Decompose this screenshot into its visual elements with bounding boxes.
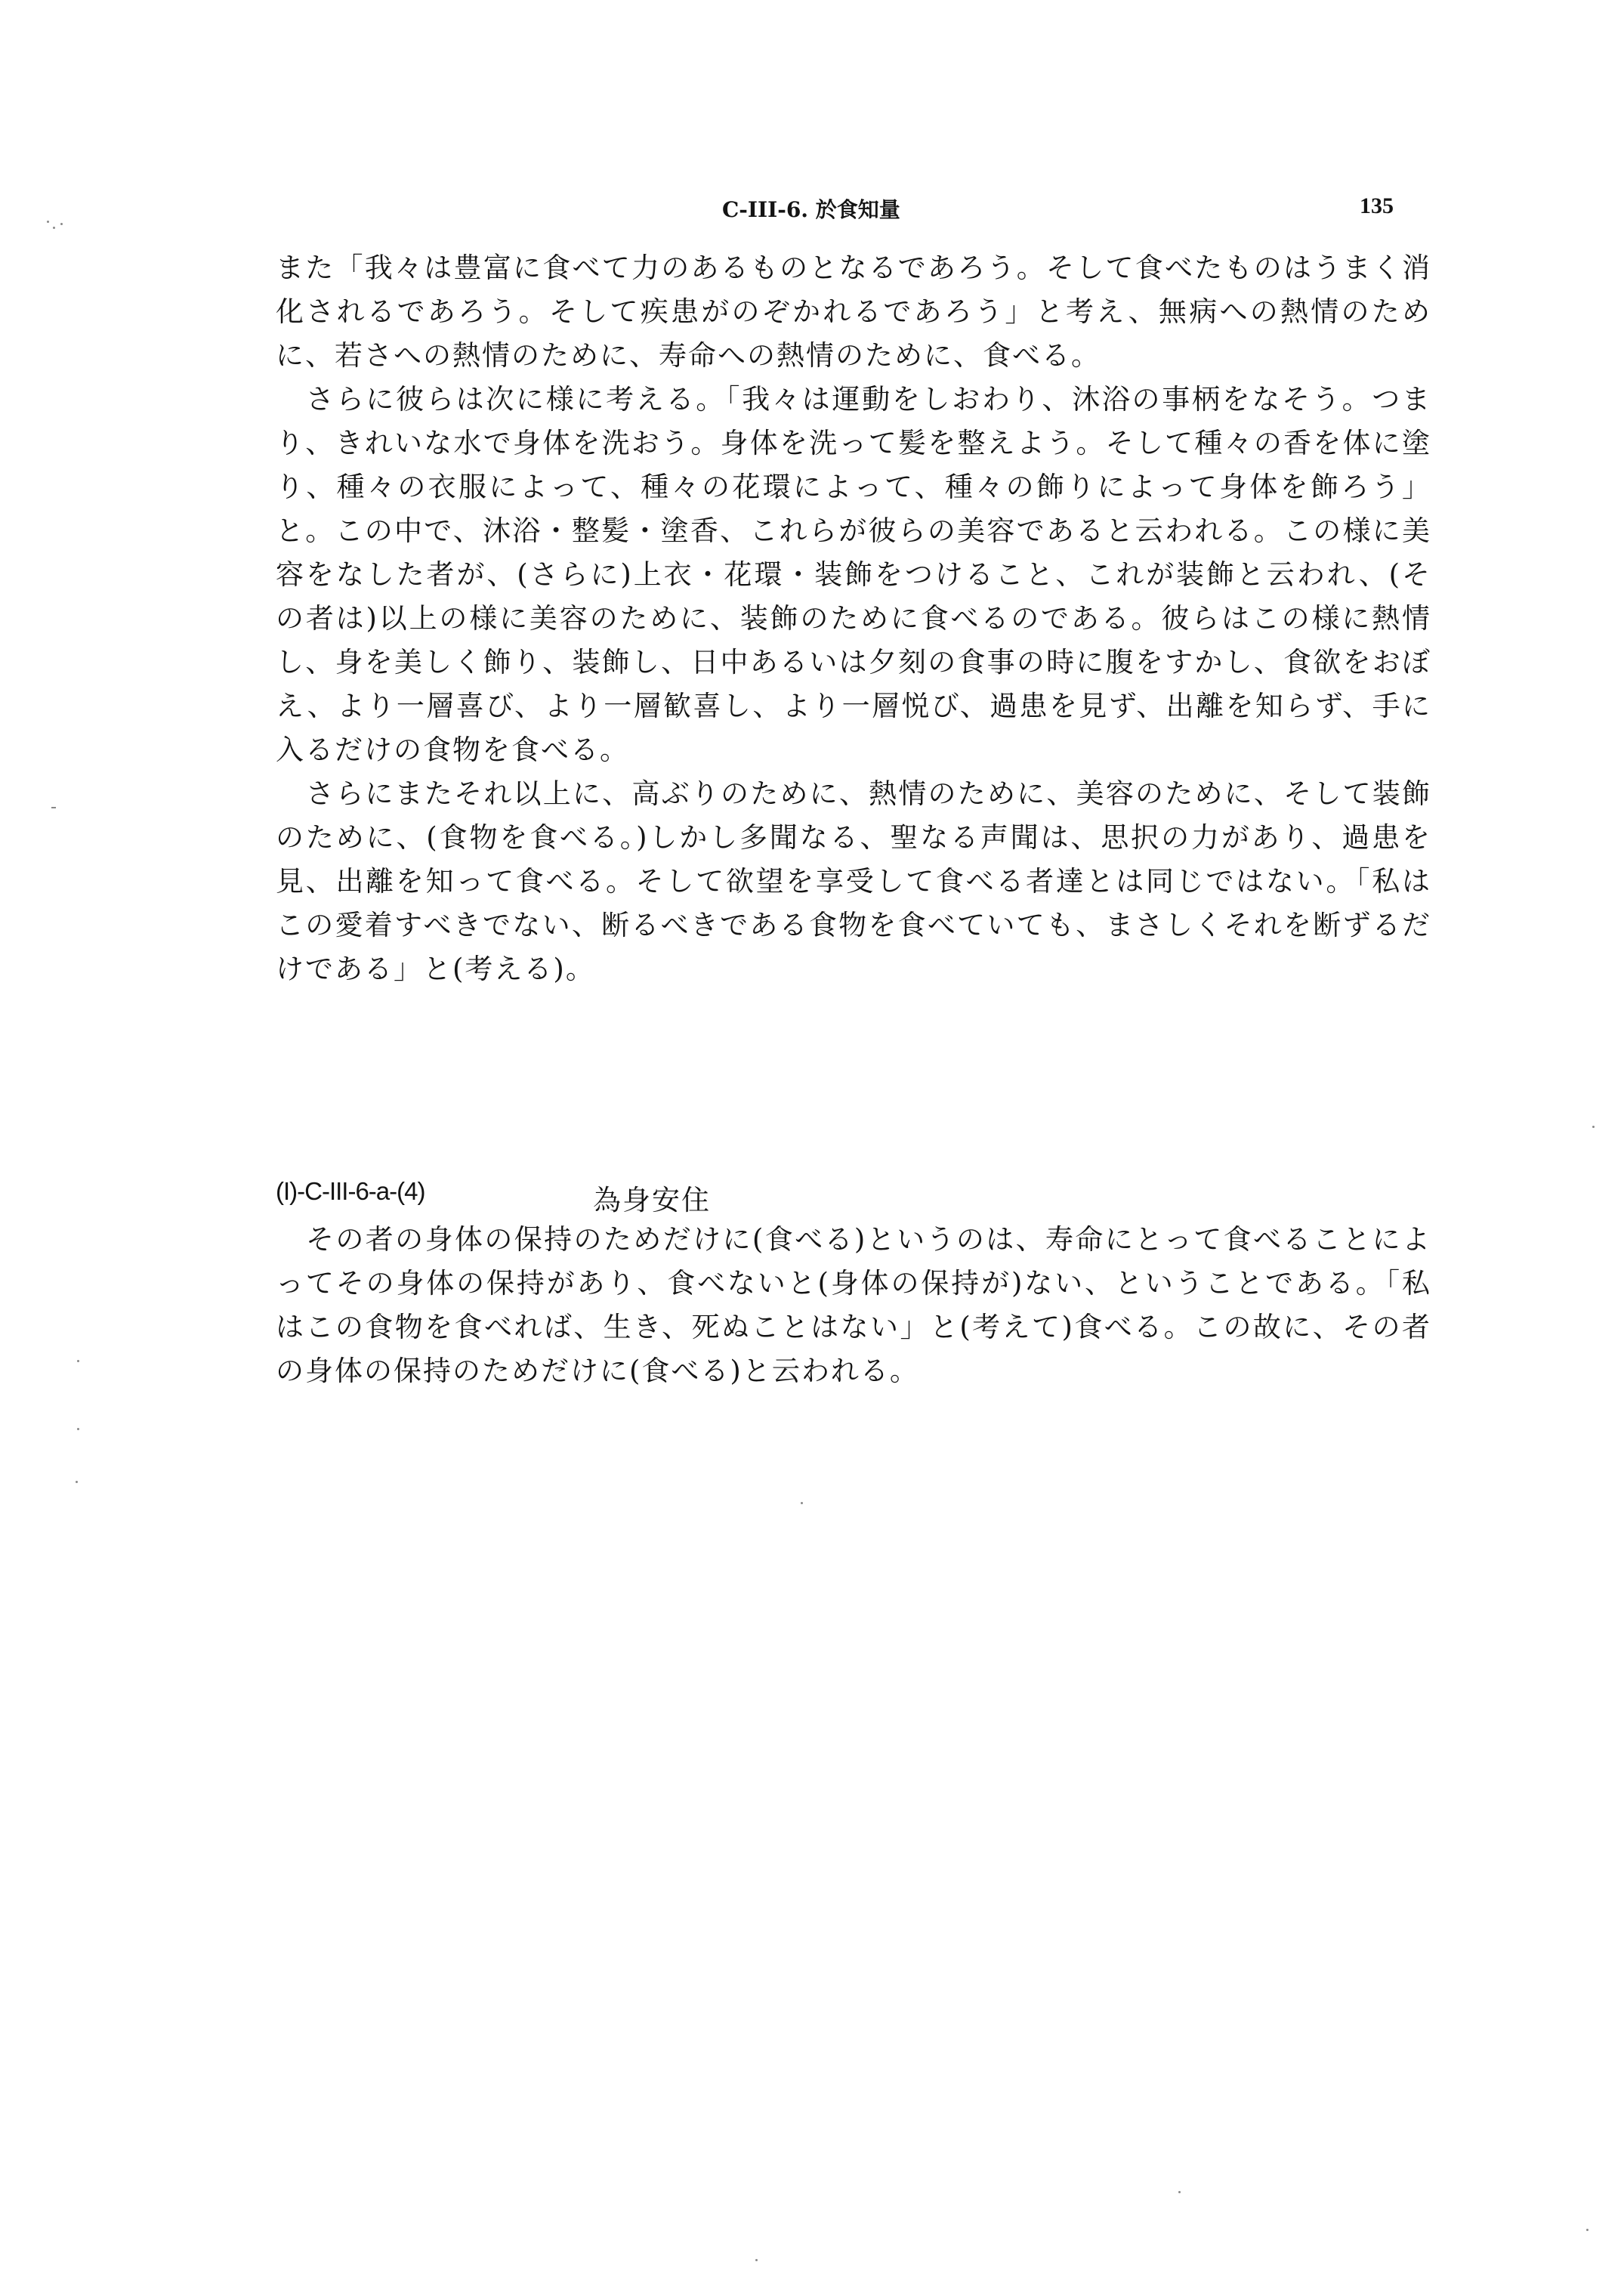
section-paragraph: その者の身体の保持のためだけに(食べる)というのは、寿命にとって食べることによってその身体の保持があり、食べないと(身体の保持が)ない、ということである。「私はこの食物を食べれば、生き、死ぬことはない」と(考えて)食べる。この故に、その者の身体の保持のためだけに(食べる)と云われる。 bbox=[276, 1223, 1431, 1387]
page-number: 135 bbox=[1360, 193, 1394, 218]
paragraph-3: さらにまたそれ以上に、高ぶりのために、熱情のために、美容のために、そして装飾のために、(食物を食べる。)しかし多聞なる、聖なる声聞は、思択の力があり、過患を見、出離を知って食べる。そして欲望を享受して食べる者達とは同じではない。「私はこの愛着すべきでない、断るべきである食物を食べていても、まさしくそれを断ずるだけである」と(考える)。 bbox=[276, 777, 1431, 985]
body-text bbox=[276, 246, 1431, 991]
paragraph-1: また「我々は豊富に食べて力のあるものとなるであろう。そして食べたものはうまく消化されるであろう。そして疾患がのぞかれるであろう」と考え、無病への熱情のために、若さへの熱情のために、寿命への熱情のために、食べる。 bbox=[276, 252, 1431, 372]
section-title: 為身安住 bbox=[593, 1184, 711, 1216]
scan-speck bbox=[801, 1502, 803, 1504]
scan-speck bbox=[1178, 2191, 1181, 2193]
scan-speck bbox=[1592, 1126, 1595, 1128]
scan-speck bbox=[51, 807, 56, 808]
scan-speck bbox=[77, 1428, 79, 1430]
scan-speck bbox=[60, 223, 63, 225]
scan-speck bbox=[755, 2259, 758, 2261]
section-body bbox=[276, 1218, 1431, 1393]
scan-speck bbox=[1586, 2229, 1588, 2231]
scan-speck bbox=[77, 1360, 79, 1362]
scan-speck bbox=[53, 227, 55, 229]
scan-speck bbox=[47, 221, 49, 223]
running-title: C-III-6. 於食知量 bbox=[722, 197, 900, 222]
paragraph-2: さらに彼らは次に様に考える。「我々は運動をしおわり、沐浴の事柄をなそう。つまり、きれいな水で身体を洗おう。身体を洗って髪を整えよう。そして種々の香を体に塗り、種々の衣服によって、種々の花環によって、種々の飾りによって身体を飾ろう」と。この中で、沐浴・整髪・塗香、これらが彼らの美容であると云われる。この様に美容をなした者が、(さらに)上衣・花環・装飾をつけること、これが装飾と云われ、(その者は)以上の様に美容のために、装飾のために食べるのである。彼らはこの様に熱情し、身を美しく飾り、装飾し、日中あるいは夕刻の食事の時に腹をすかし、食欲をおぼえ、より一層喜び、より一層歓喜し、より一層悦び、過患を見ず、出離を知らず、手に入るだけの食物を食べる。 bbox=[276, 383, 1431, 766]
section-id: (I)-C-III-6-a-(4) bbox=[276, 1177, 425, 1205]
section-heading bbox=[276, 1177, 1431, 1215]
scan-speck bbox=[76, 1481, 78, 1483]
running-header bbox=[0, 193, 1624, 231]
